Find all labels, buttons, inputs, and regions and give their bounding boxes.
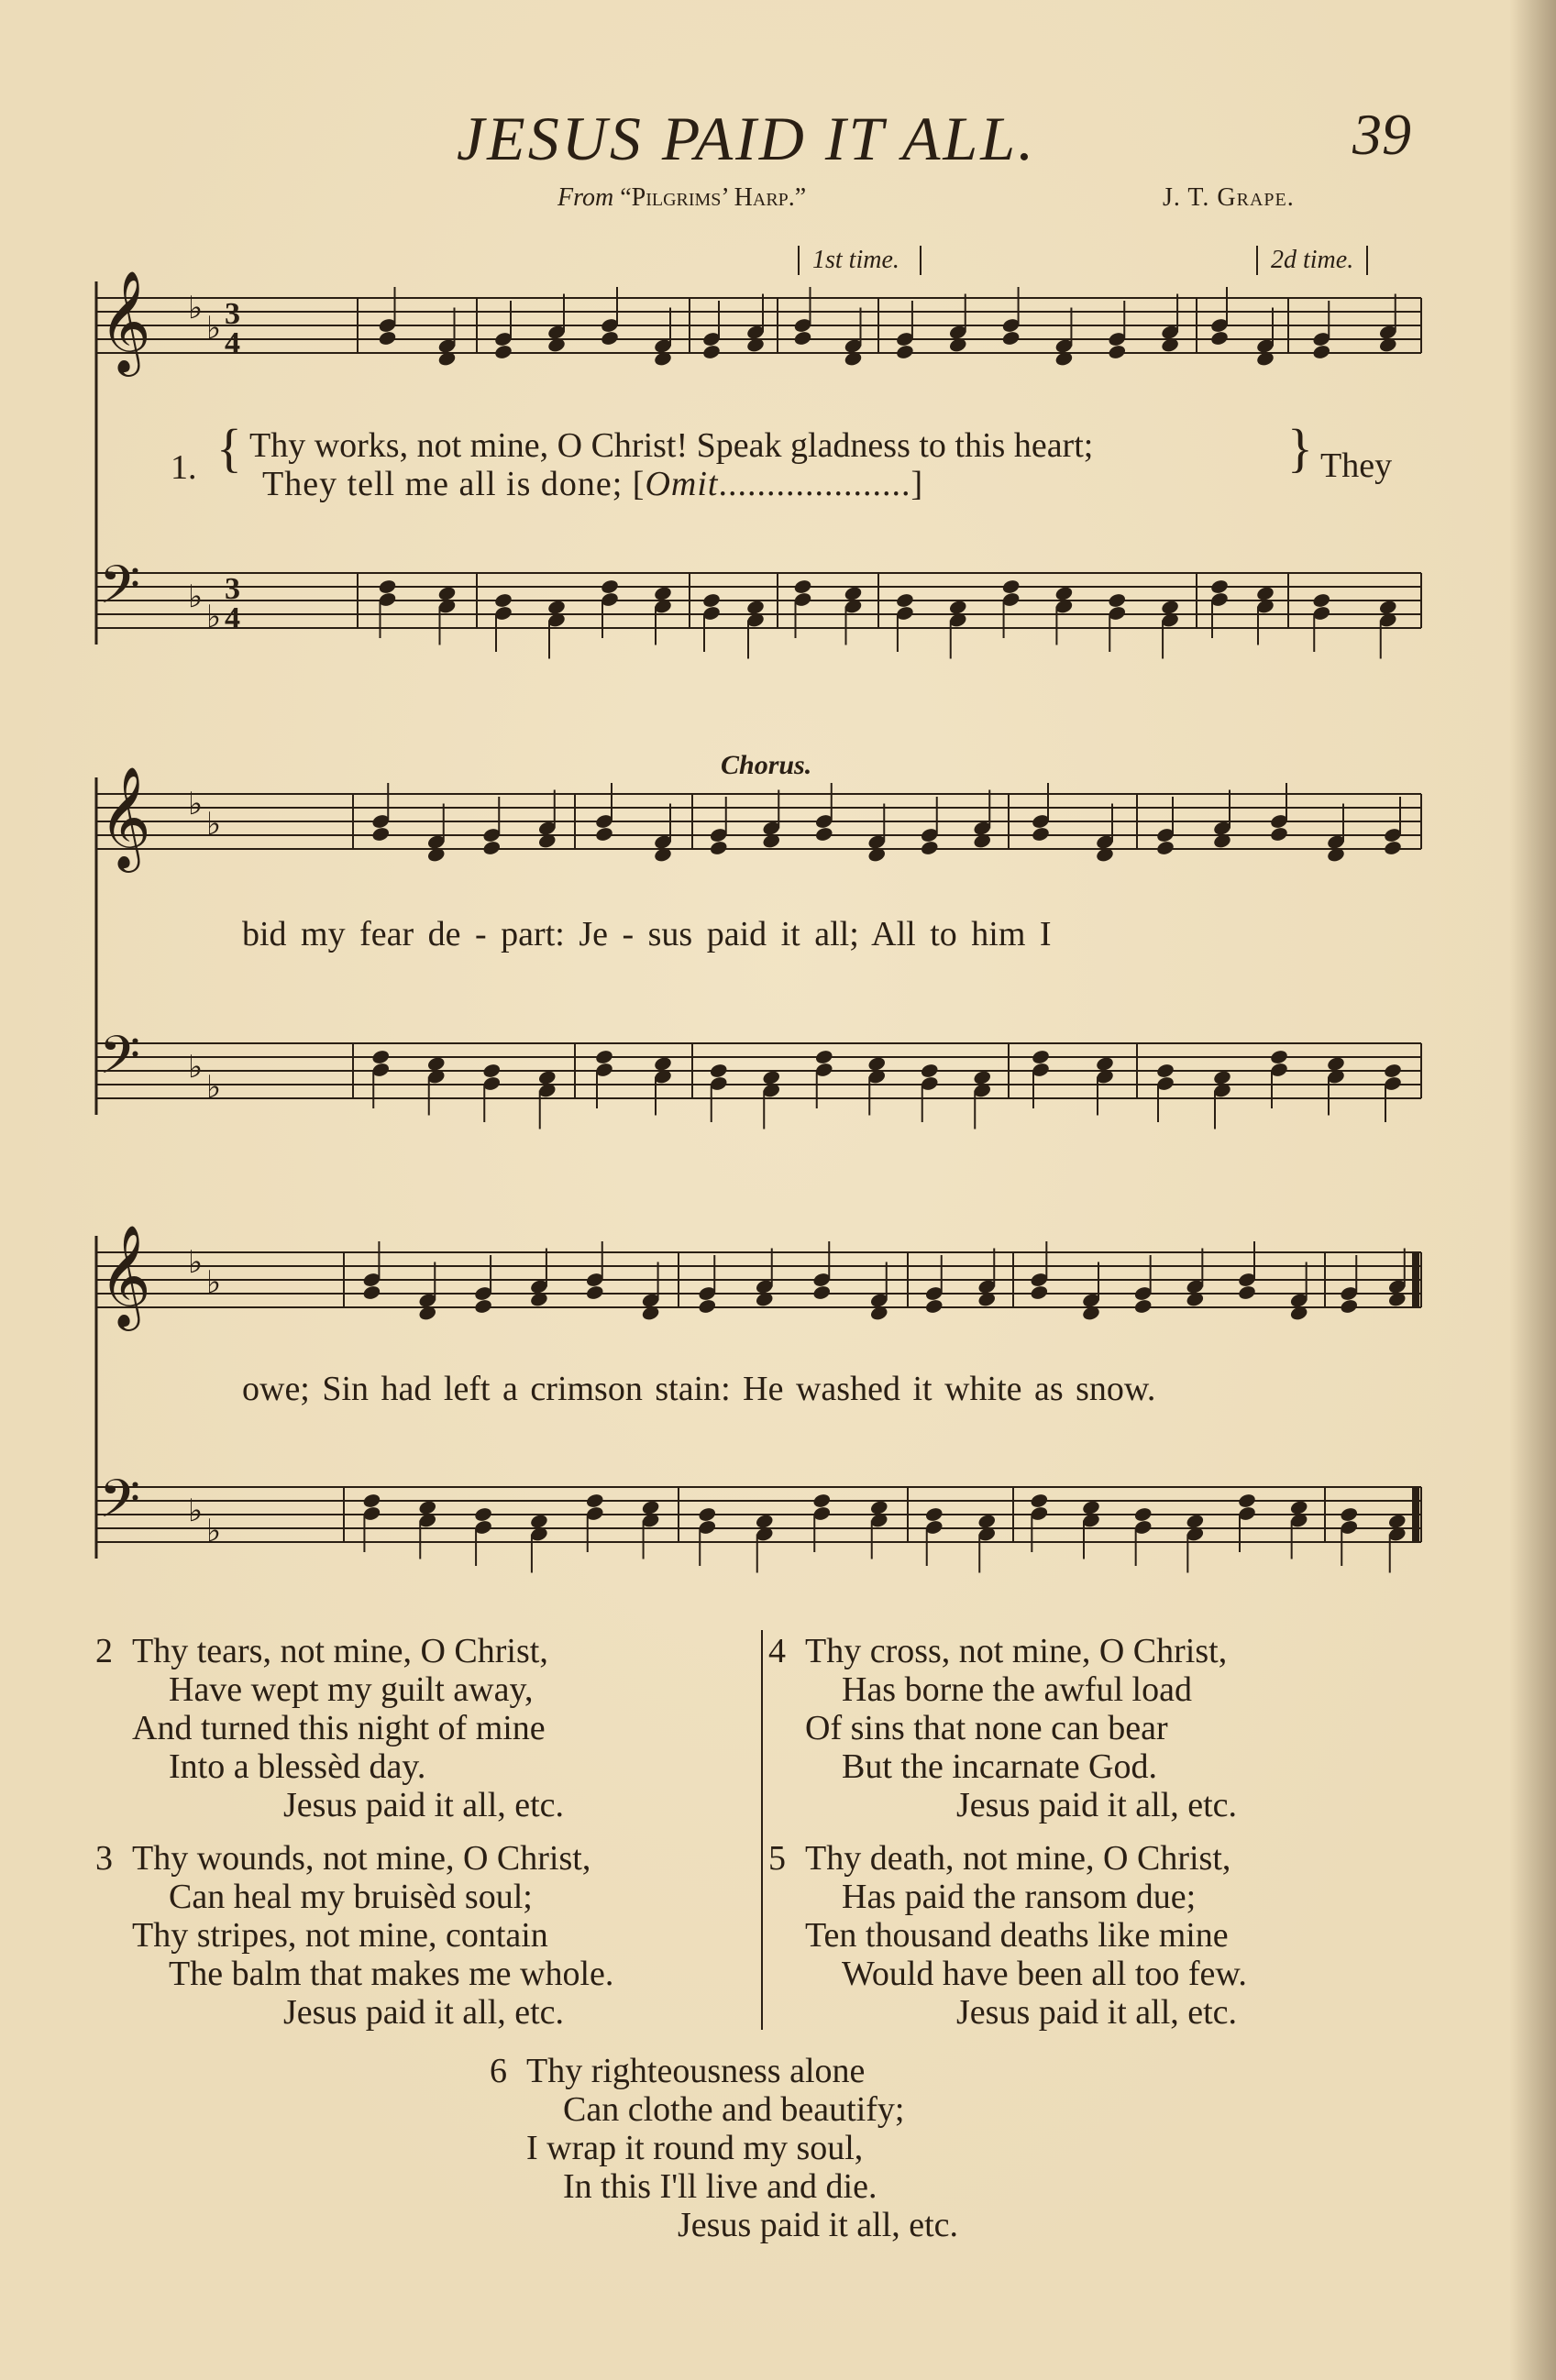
lyric-brace-right: } [1287, 418, 1313, 478]
note-head [371, 1049, 391, 1065]
note-head [1340, 1506, 1359, 1523]
treble-clef-icon: 𝄞 [99, 766, 151, 868]
stanza-line: And turned this night of mine [132, 1709, 546, 1747]
note-head [867, 1055, 887, 1072]
stanza-line: I wrap it round my soul, [526, 2129, 864, 2167]
flat-icon: ♭ [206, 599, 222, 635]
flat-icon: ♭ [188, 290, 204, 326]
stanza-line: Thy cross, not mine, O Christ, [805, 1632, 1228, 1670]
flat-icon: ♭ [206, 310, 222, 347]
note-head [755, 1513, 774, 1529]
note-head [1340, 1298, 1359, 1315]
stanza-number: 6 [490, 2052, 507, 2090]
note-head [709, 840, 728, 856]
stanza-refrain: Jesus paid it all, etc. [283, 1993, 565, 2032]
note-head [1312, 592, 1331, 609]
note-head [920, 840, 939, 856]
note-head [814, 826, 833, 843]
note-head [600, 578, 619, 595]
note-head [473, 1506, 492, 1523]
note-head [1312, 344, 1331, 360]
stanza-refrain: Jesus paid it all, etc. [678, 2206, 959, 2244]
lyric-line-2: bid my fear de - part: Je - sus paid it all; All to him I [242, 915, 1052, 953]
page-number: 39 [1352, 102, 1411, 167]
note-head [493, 344, 513, 360]
final-barline [1412, 1487, 1419, 1542]
note-head [537, 1069, 557, 1085]
note-head [1030, 1284, 1049, 1301]
flat-icon: ♭ [188, 578, 204, 615]
note-head [895, 344, 914, 360]
note-head [844, 585, 863, 601]
time-signature-bottom: 4 [225, 326, 240, 360]
note-head [1054, 585, 1074, 601]
lyric-line-1b [262, 464, 923, 504]
stanza-line: Into a blessèd day. [169, 1747, 426, 1786]
stanza-4 [768, 1632, 1237, 1824]
note-head [371, 826, 391, 843]
note-head [378, 330, 397, 347]
note-head [1160, 599, 1179, 615]
stanza-line: Would have been all too few. [842, 1955, 1247, 1993]
note-head [362, 1284, 381, 1301]
note-head [1326, 1055, 1345, 1072]
note-head [1095, 1055, 1114, 1072]
note-head [698, 1506, 717, 1523]
treble-clef-icon: 𝄞 [99, 270, 151, 372]
note-head [426, 1055, 446, 1072]
lyric-pickup: They [1320, 446, 1393, 485]
note-head [1081, 1499, 1100, 1515]
note-head [1383, 1063, 1402, 1079]
note-head [585, 1284, 604, 1301]
note-head [1255, 585, 1275, 601]
note-head [869, 1499, 888, 1515]
second-ending-label: 2d time. [1256, 246, 1368, 275]
note-head [482, 840, 502, 856]
note-head [1031, 1049, 1050, 1065]
source-prefix: From [557, 183, 614, 212]
stanza-refrain: Jesus paid it all, etc. [956, 1786, 1238, 1824]
note-head [1209, 330, 1229, 347]
stanza-line: The balm that makes me whole. [169, 1955, 614, 1993]
column-divider [761, 1630, 763, 2030]
note-head [973, 1069, 992, 1085]
note-head [1209, 578, 1229, 595]
note-head [529, 1513, 548, 1529]
first-ending-label: 1st time. [798, 246, 921, 275]
stanza-6 [490, 2052, 958, 2244]
lyric-brace-left: { [216, 418, 242, 478]
stanza-line: Thy death, not mine, O Christ, [805, 1839, 1231, 1878]
note-head [948, 599, 967, 615]
note-head [594, 826, 613, 843]
note-head [1001, 578, 1021, 595]
note-head [920, 1063, 939, 1079]
stanza-line: Has paid the ransom due; [842, 1878, 1197, 1916]
note-head [924, 1506, 944, 1523]
omit-dots: .................... [718, 465, 911, 503]
note-head [895, 592, 914, 609]
stanza-2 [95, 1632, 564, 1824]
stanza-line: In this I'll live and die. [563, 2167, 877, 2206]
note-head [641, 1499, 660, 1515]
stanza-line: Thy stripes, not mine, contain [132, 1916, 548, 1955]
note-head [418, 1499, 437, 1515]
hymn-title: JESUS PAID IT ALL. [457, 104, 1037, 173]
note-head [701, 592, 721, 609]
stanza-line: Thy wounds, not mine, O Christ, [132, 1839, 591, 1878]
stanza-line: Thy tears, not mine, O Christ, [132, 1632, 548, 1670]
note-head [814, 1049, 833, 1065]
note-head [1133, 1506, 1153, 1523]
bass-clef-icon: 𝄢 [99, 1468, 141, 1543]
note-head [1378, 599, 1397, 615]
final-barline [1412, 1252, 1419, 1307]
note-head [812, 1493, 832, 1509]
note-head [701, 344, 721, 360]
bass-clef-icon: 𝄢 [99, 554, 141, 629]
note-head [1237, 1493, 1256, 1509]
note-head [793, 578, 812, 595]
note-head [698, 1298, 717, 1315]
stanza-line: Has borne the awful load [842, 1670, 1192, 1709]
flat-icon: ♭ [188, 1493, 204, 1529]
note-head [653, 585, 672, 601]
stanza-line: Can clothe and beautify; [563, 2090, 905, 2129]
note-head [924, 1298, 944, 1315]
note-head [793, 330, 812, 347]
note-head [585, 1493, 604, 1509]
note-head [600, 330, 619, 347]
time-signature-top: 3 [225, 572, 240, 606]
note-head [1155, 840, 1175, 856]
treble-clef-icon: 𝄞 [99, 1224, 151, 1327]
note-head [1237, 1284, 1256, 1301]
stanza-refrain: Jesus paid it all, etc. [283, 1786, 565, 1824]
omit-marker: Omit [645, 465, 719, 503]
flat-icon: ♭ [188, 786, 204, 822]
chorus-label: Chorus. [721, 750, 812, 780]
note-head [1030, 1493, 1049, 1509]
flat-icon: ♭ [188, 1244, 204, 1281]
note-head [546, 599, 566, 615]
omit-bracket: ] [910, 465, 924, 503]
stanza-number: 3 [95, 1839, 113, 1878]
lyric-line-3: owe; Sin had left a crimson stain: He washed it white as snow. [242, 1370, 1156, 1408]
stanza-line: Ten thousand deaths like mine [805, 1916, 1229, 1955]
stanza-refrain: Jesus paid it all, etc. [956, 1993, 1238, 2032]
flat-icon: ♭ [206, 806, 222, 843]
note-head [1031, 826, 1050, 843]
lyric-line-1b-text: They tell me all is done; [ [262, 465, 646, 503]
bass-clef-icon: 𝄢 [99, 1024, 141, 1099]
verse-number: 1. [171, 448, 197, 487]
note-head [1133, 1298, 1153, 1315]
stanza-line: Of sins that none can bear [805, 1709, 1168, 1747]
note-head [482, 1063, 502, 1079]
flat-icon: ♭ [206, 1069, 222, 1106]
note-head [594, 1049, 613, 1065]
stanza-line: Can heal my bruisèd soul; [169, 1878, 533, 1916]
note-head [1289, 1499, 1308, 1515]
note-head [1186, 1513, 1205, 1529]
note-head [762, 1069, 781, 1085]
note-head [812, 1284, 832, 1301]
note-head [1387, 1513, 1407, 1529]
note-head [709, 1063, 728, 1079]
time-signature-top: 3 [225, 297, 240, 331]
stanza-number: 4 [768, 1632, 786, 1670]
note-head [362, 1493, 381, 1509]
note-head [1108, 344, 1127, 360]
note-head [1269, 1049, 1288, 1065]
composer-credit: J. T. Grape. [1163, 183, 1295, 212]
source-title: “Pilgrims’ Harp.” [620, 183, 807, 212]
note-head [1001, 330, 1021, 347]
flat-icon: ♭ [188, 1049, 204, 1085]
stanza-line: Have wept my guilt away, [169, 1670, 534, 1709]
note-head [378, 578, 397, 595]
note-head [1155, 1063, 1175, 1079]
note-head [1212, 1069, 1231, 1085]
stanza-3 [95, 1839, 613, 2032]
note-head [745, 599, 765, 615]
flat-icon: ♭ [206, 1513, 222, 1549]
flat-icon: ♭ [206, 1264, 222, 1301]
time-signature-bottom: 4 [225, 601, 240, 635]
stanza-line: But the incarnate God. [842, 1747, 1158, 1786]
note-head [1108, 592, 1127, 609]
note-head [473, 1298, 492, 1315]
note-head [653, 1055, 672, 1072]
stanza-number: 2 [95, 1632, 113, 1670]
note-head [1269, 826, 1288, 843]
stanza-5 [768, 1839, 1247, 2032]
note-head [1383, 840, 1402, 856]
stanza-number: 5 [768, 1839, 786, 1878]
lyric-line-1a: Thy works, not mine, O Christ! Speak gladness to this heart; [249, 426, 1094, 465]
stanza-line: Thy righteousness alone [526, 2052, 866, 2090]
note-head [437, 585, 457, 601]
note-head [977, 1513, 997, 1529]
note-head [493, 592, 513, 609]
